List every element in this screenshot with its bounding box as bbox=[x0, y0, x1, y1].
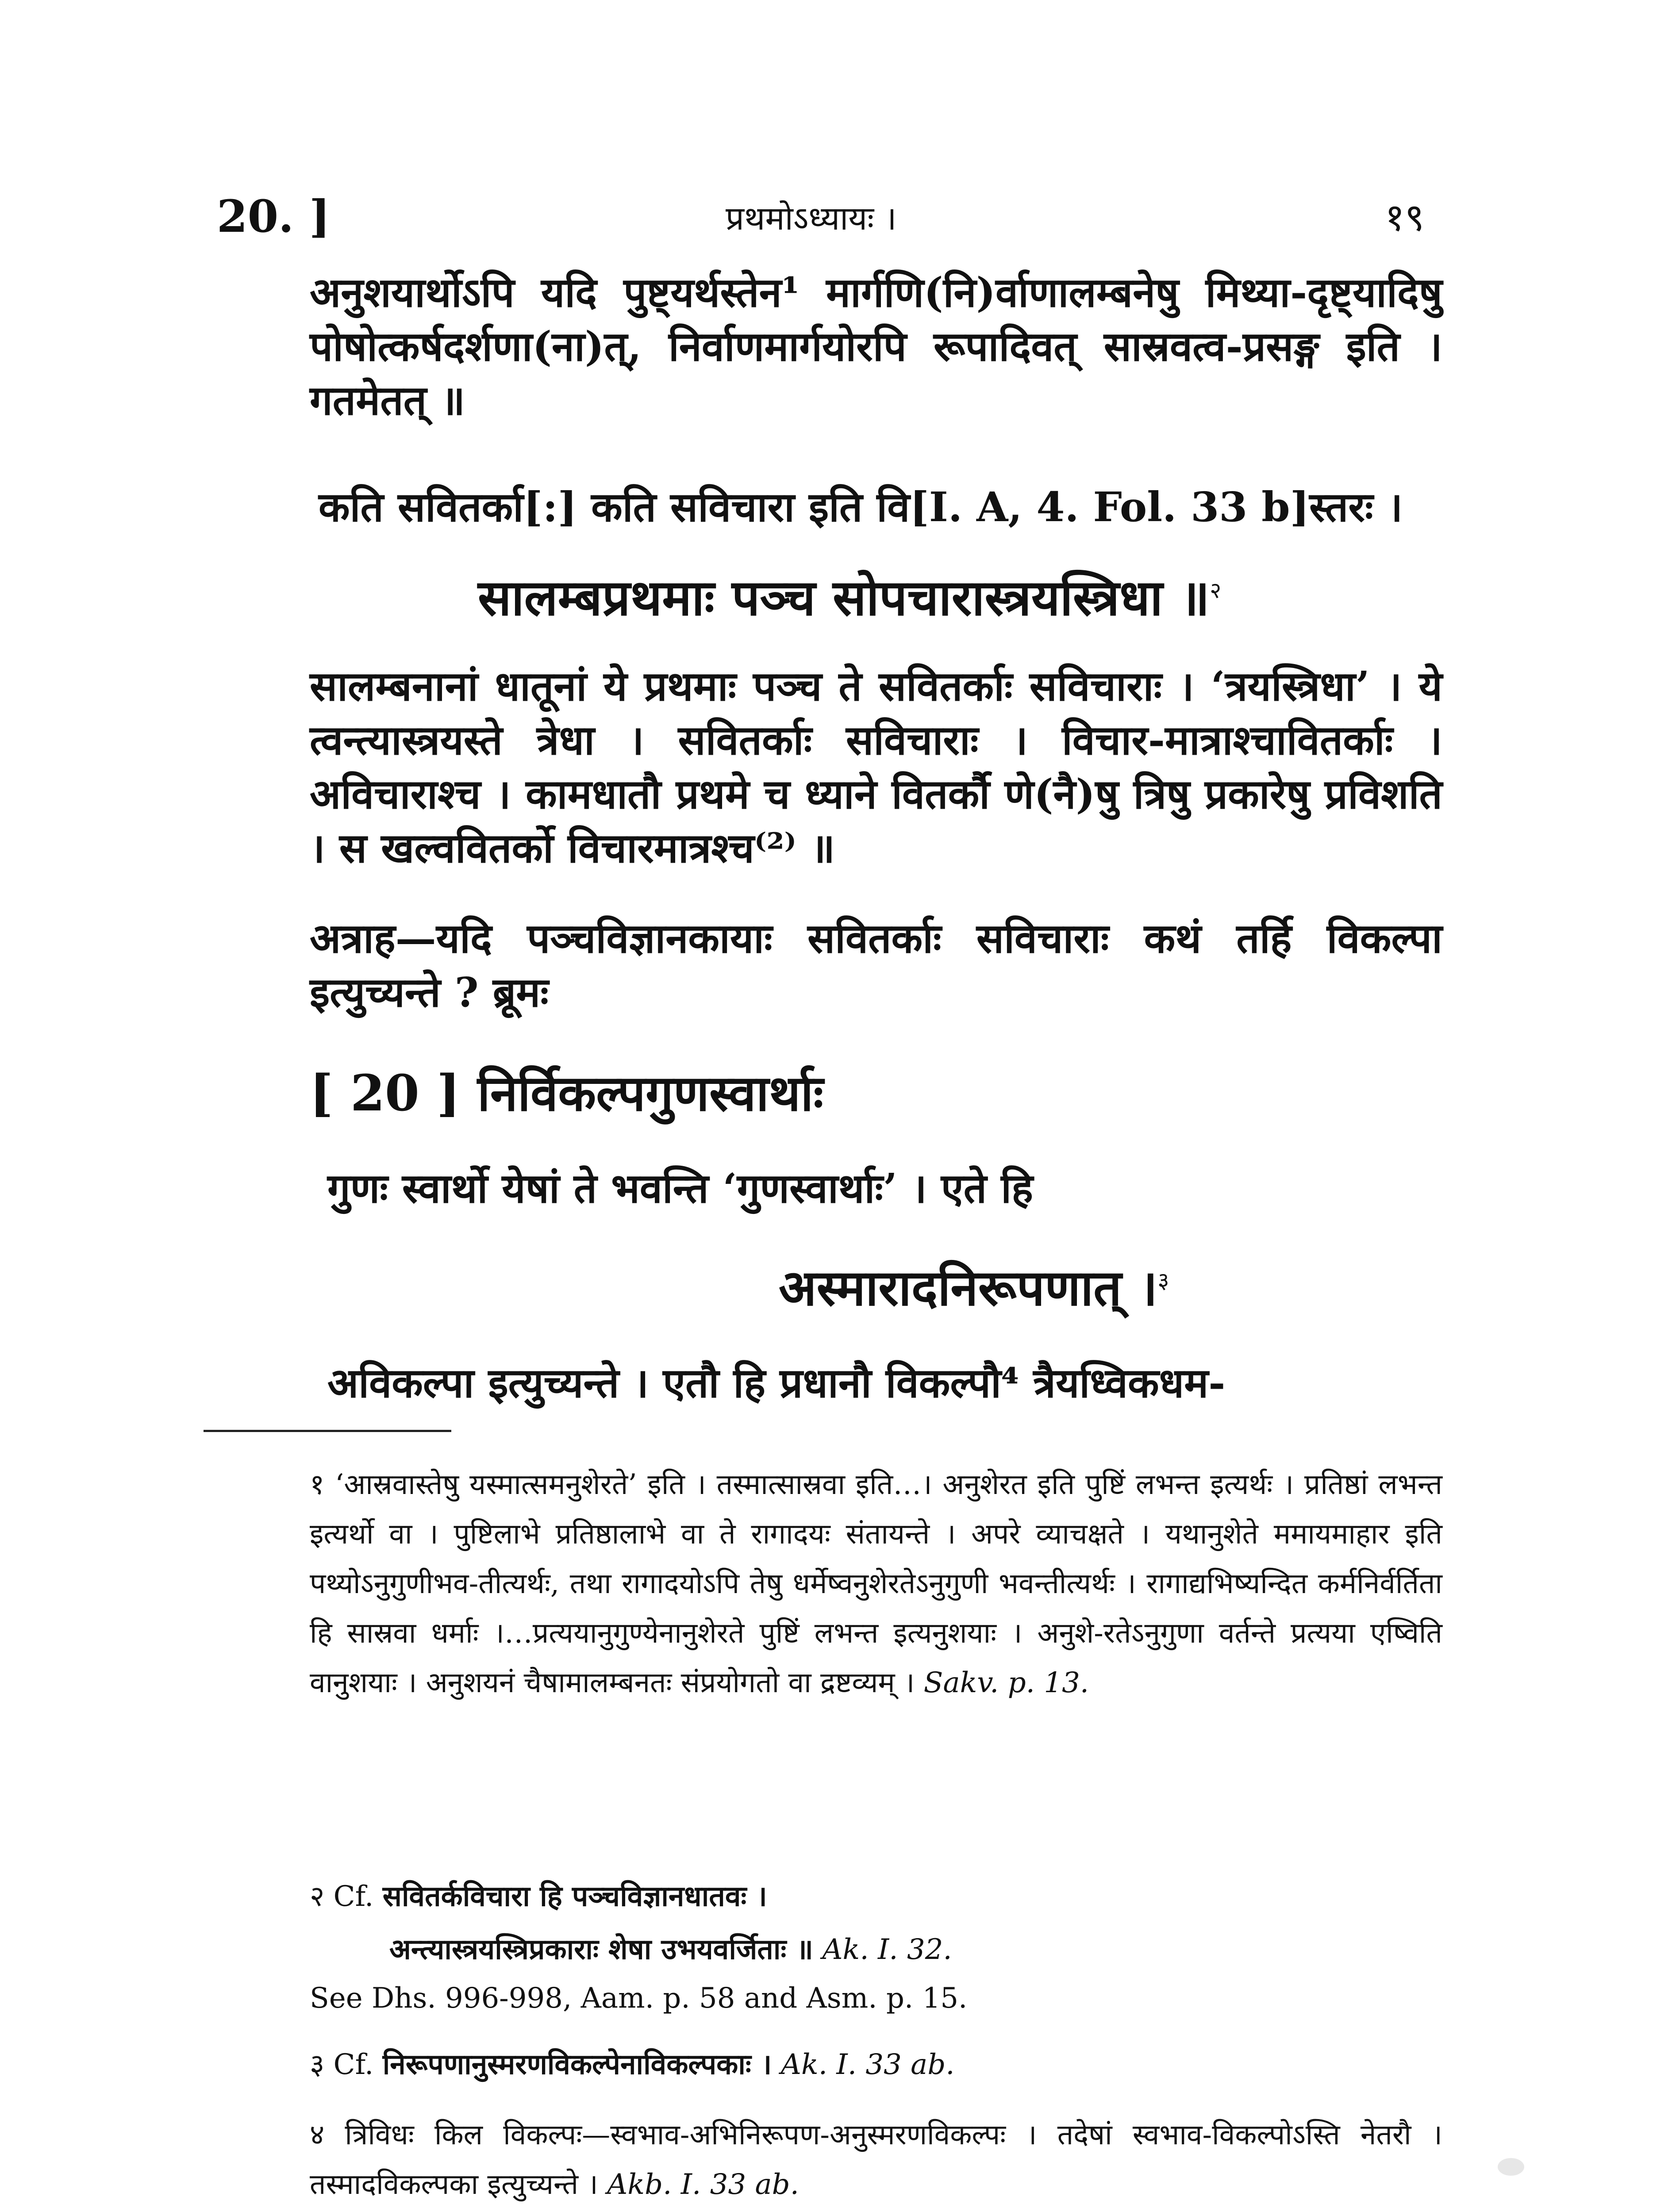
verse-3-text: अस्मारादनिरूपणात् । bbox=[779, 1259, 1158, 1317]
footnote-2-line-1: सवितर्कविचारा हि पञ्चविज्ञानधातवः । bbox=[382, 1880, 767, 1913]
footnote-3 bbox=[310, 2044, 955, 2082]
footnote-2-line-2: अन्त्यास्त्रयस्त्रिप्रकाराः शेषा उभयवर्जिताः ॥ bbox=[389, 1933, 813, 1966]
running-head: प्रथमोऽध्यायः । bbox=[726, 200, 897, 238]
paragraph-4: गुणः स्वार्थो येषां ते भवन्ति ‘गुणस्वार्थाः’ । एते हि bbox=[327, 1164, 1033, 1212]
footnote-2-mark: २ bbox=[310, 1880, 325, 1913]
verse-1-text: सालम्बप्रथमाः पञ्च सोपचारास्त्रयस्त्रिधा ॥ bbox=[478, 569, 1210, 627]
footnote-1 bbox=[310, 1460, 1442, 1708]
footnote-4 bbox=[310, 2110, 1442, 2209]
page-reference: 20. ] bbox=[217, 190, 331, 242]
footnote-4-ref: Akb. I. 33 ab. bbox=[607, 2168, 799, 2201]
verse-3 bbox=[779, 1252, 1169, 1320]
paragraph-1: अनुशयार्थोऽपि यदि पुष्ट्यर्थस्तेन¹ मार्गणि(नि)र्वाणालम्बनेषु मिथ्या-दृष्ट्यादिषु पोषोत्कर्षदर्शणा(ना)त्, निर्वाणमार्गयोरपि रूपादिवत् सास्रवत्व-प्रसङ्ग इति । गतमेतत् ॥ bbox=[310, 269, 1442, 424]
footnote-divider bbox=[204, 1430, 451, 1432]
footnote-3-mark: ३ bbox=[310, 2048, 325, 2081]
verse-1 bbox=[478, 562, 1221, 630]
footnote-2-ref: Ak. I. 32. bbox=[822, 1933, 952, 1966]
page-number: १९ bbox=[1385, 196, 1425, 240]
footnote-mark-3: ३ bbox=[1157, 1267, 1169, 1294]
question-line: कति सवितर्का[:] कति सविचारा इति वि[I. A, 4. Fol. 33 b]स्तरः । bbox=[319, 483, 1403, 531]
paragraph-3: अत्राह—यदि पञ्चविज्ञानकायाः सवितर्काः सविचाराः कथं तर्हि विकल्पा इत्युच्यन्ते ? ब्रूमः bbox=[310, 914, 1442, 1016]
footnote-mark-2: २ bbox=[1210, 577, 1222, 603]
footnote-3-ref: Ak. I. 33 ab. bbox=[780, 2048, 955, 2081]
footnote-2 bbox=[310, 1876, 767, 1914]
paragraph-2: सालम्बनानां धातूनां ये प्रथमाः पञ्च ते सवितर्काः सविचाराः । ‘त्रयस्त्रिधा’ । ये त्वन्त्यास्त्रयस्ते त्रेधा । सवितर्काः सविचाराः । विचार-मात्राश्चावितर्काः । अविचाराश्च । कामधातौ प्रथमे च ध्याने वितर्कौ णे(नै)षु त्रिषु प्रकारेषु प्रविशति । स खल्ववितर्को विचारमात्रश्च⁽²⁾ ॥ bbox=[310, 662, 1442, 872]
footnote-3-text: निरूपणानुस्मरणविकल्पेनाविकल्पकाः । bbox=[382, 2048, 772, 2081]
print-smudge bbox=[1498, 2158, 1524, 2176]
footnote-1-text: १ ‘आस्रवास्तेषु यस्मात्समनुशेरते’ इति । तस्मात्सास्रवा इति…। अनुशेरत इति पुष्टिं लभन्त इत्यर्थः । प्रतिष्ठां लभन्त इत्यर्थो वा । पुष्टिलाभे प्रतिष्ठालाभे वा ते रागादयः संतायन्ते । अपरे व्याचक्षते । यथानुशेते ममायमाहार इति पथ्योऽनुगुणीभव-तीत्यर्थः, तथा रागादयोऽपि तेषु धर्मेष्वनुशेरतेऽनुगुणी भवन्तीत्यर्थः । रागाद्यभिष्यन्दित कर्मनिर्वर्तिता हि सास्रवा धर्माः ।…प्रत्ययानुगुण्येनानुशेरते पुष्टिं लभन्त इत्यनुशयाः । अनुशे-रतेऽनुगुणा वर्तन्ते प्रत्यया एष्विति वानुशयाः । अनुशयनं चैषामालम्बनतः संप्रयोगतो वा द्रष्टव्यम् । bbox=[310, 1468, 1442, 1699]
verse-2-number: [ 20 ] bbox=[310, 1064, 460, 1122]
footnote-2-verse-line-2 bbox=[389, 1929, 952, 1967]
paragraph-5: अविकल्पा इत्युच्यन्ते । एतौ हि प्रधानौ विकल्पौ⁴ त्रैयध्विकधम- bbox=[327, 1359, 1226, 1407]
footnote-2-cf: Cf. bbox=[333, 1880, 374, 1913]
verse-2 bbox=[310, 1057, 823, 1125]
footnote-3-cf: Cf. bbox=[333, 2048, 374, 2081]
footnote-1-ref: Sakv. p. 13. bbox=[923, 1667, 1089, 1699]
footnote-2-see: See Dhs. 996-998, Aam. p. 58 and Asm. p. 15. bbox=[310, 1982, 968, 2015]
verse-2-text: निर्विकल्पगुणस्वार्थाः bbox=[477, 1064, 824, 1122]
footnote-4-text: ४ त्रिविधः किल विकल्पः—स्वभाव-अभिनिरूपण-अनुस्मरणविकल्पः । तदेषां स्वभाव-विकल्पोऽस्ति नेतरौ । तस्मादविकल्पका इत्युच्यन्ते । bbox=[310, 2119, 1442, 2201]
